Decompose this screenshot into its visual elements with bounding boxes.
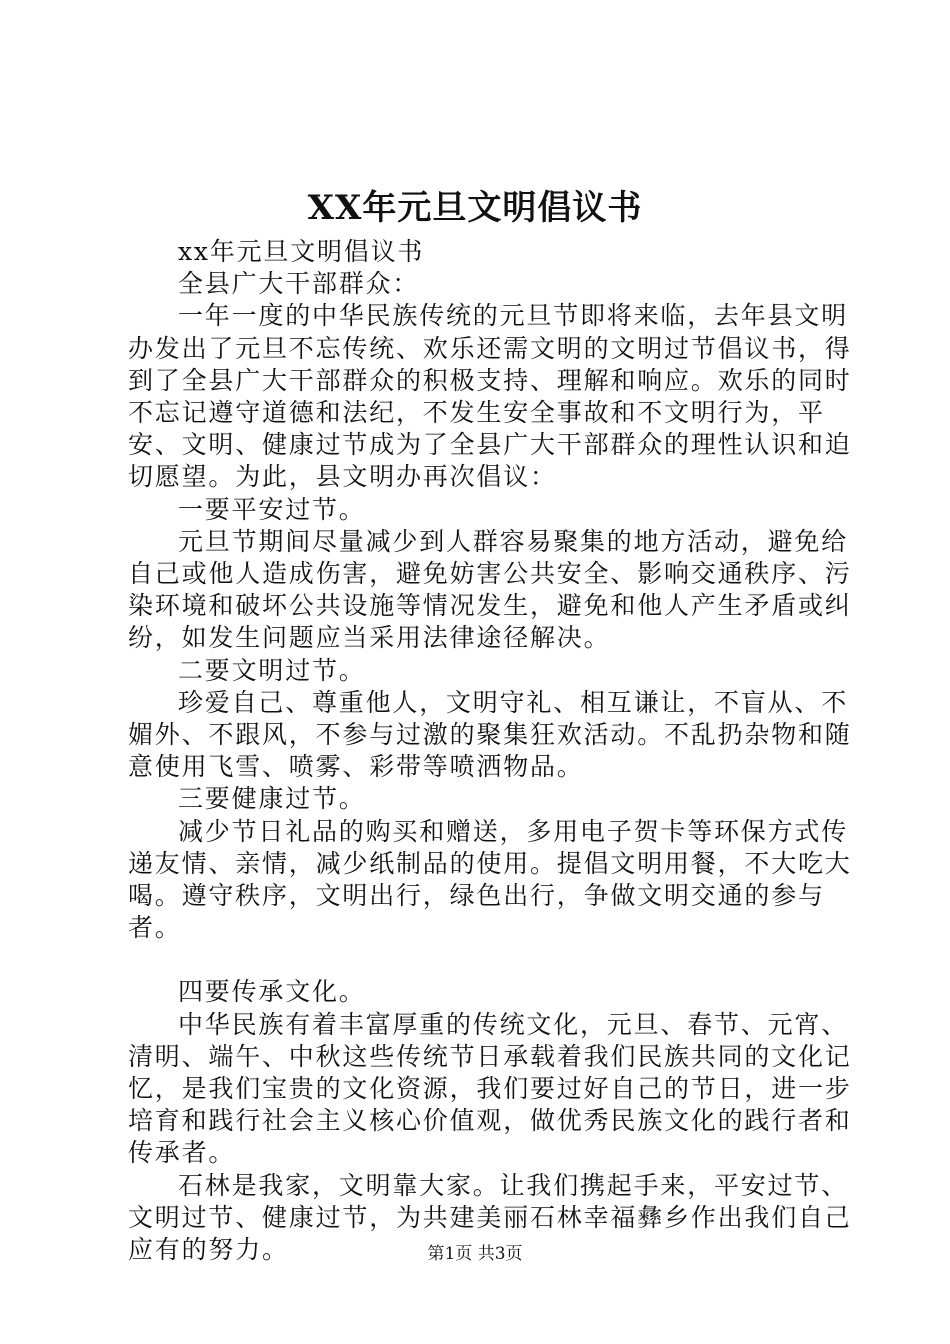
heading-civilized-holiday: 二要文明过节。 [178,655,366,685]
paragraph-safe-holiday: 元旦节期间尽量减少到人群容易聚集的地方活动，避免给自己或他人造成伤害，避免妨害公共安全、影响交通秩序、污染环境和破坏公共设施等情况发生，避免和他人产生矛盾或纠纷，如发生问题应当采用法律途径解决。 [128,526,852,653]
page-footer: 第1页 共3页 [427,1244,523,1264]
paragraph-closing: 石林是我家，文明靠大家。让我们携起手来，平安过节、文明过节、健康过节，为共建美丽石林幸福彝乡作出我们自己应有的努力。 [128,1170,852,1265]
heading-inherit-culture: 四要传承文化。 [178,977,366,1007]
paragraph-inherit-culture: 中华民族有着丰富厚重的传统文化，元旦、春节、元宵、清明、端午、中秋这些传统节日承载着我们民族共同的文化记忆，是我们宝贵的文化资源，我们要过好自己的节日，进一步培育和践行社会主义核心价值观，做优秀民族文化的践行者和传承者。 [128,1009,852,1168]
heading-healthy-holiday: 三要健康过节。 [178,784,366,814]
document-title: XX年元旦文明倡议书 [307,188,643,228]
paragraph-civilized-holiday: 珍爱自己、尊重他人，文明守礼、相互谦让，不盲从、不媚外、不跟风，不参与过激的聚集狂欢活动。不乱扔杂物和随意使用飞雪、喷雾、彩带等喷洒物品。 [128,687,852,782]
paragraph-salutation: 全县广大干部群众： [178,269,420,299]
paragraph-healthy-holiday: 减少节日礼品的购买和赠送，多用电子贺卡等环保方式传递友情、亲情，减少纸制品的使用。提倡文明用餐，不大吃大喝。遵守秩序，文明出行，绿色出行，争做文明交通的参与者。 [128,816,852,943]
paragraph-subtitle: xx年元旦文明倡议书 [178,237,425,266]
paragraph-intro: 一年一度的中华民族传统的元旦节即将来临，去年县文明办发出了元旦不忘传统、欢乐还需文明的文明过节倡议书，得到了全县广大干部群众的积极支持、理解和响应。欢乐的同时不忘记遵守道德和法纪，不发生安全事故和不文明行为，平安、文明、健康过节成为了全县广大干部群众的理性认识和迫切愿望。为此，县文明办再次倡议： [128,301,852,492]
heading-safe-holiday: 一要平安过节。 [178,494,366,524]
document-body [128,236,858,1266]
